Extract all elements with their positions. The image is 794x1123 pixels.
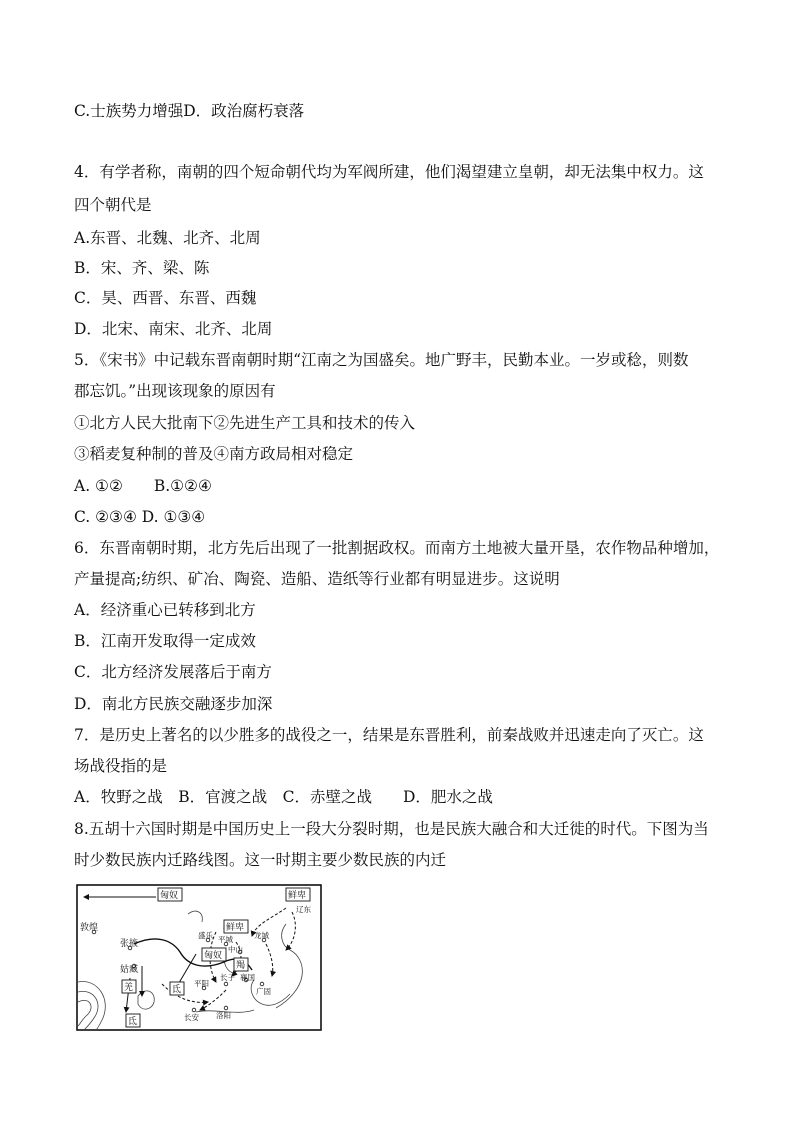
question-7-stem-line-2: 场战役指的是 (74, 757, 168, 775)
label-jie: 羯 (236, 961, 246, 971)
question-6-stem-line-1: 6．东晋南朝时期，北方先后出现了一批割据政权。而南方土地被大量开垦，农作物品种增加， (74, 539, 720, 557)
place-pingcheng: 平城 (218, 935, 233, 944)
question-4-option-b: B．宋、齐、梁、陈 (74, 259, 210, 277)
place-liaodong: 辽东 (296, 905, 311, 914)
label-xiongnu-north: 匈奴 (160, 891, 179, 901)
label-xiongnu-mid: 匈奴 (204, 951, 223, 961)
place-guzang: 姑臧 (120, 965, 139, 975)
question-5-item-1-2: ①北方人民大批南下②先进生产工具和技术的传入 (74, 414, 416, 432)
place-changzi: 长子 (220, 973, 235, 982)
question-6-option-a: A．经济重心已转移到北方 (74, 601, 256, 619)
place-shengle: 盛乐 (198, 931, 213, 940)
place-xiangguo: 襄国 (240, 973, 255, 982)
label-xianbei-northeast: 鲜卑 (288, 891, 307, 901)
question-7-stem-line-1: 7．是历史上著名的以少胜多的战役之一，结果是东晋胜利，前秦战败并迅速走向了灭亡。这 (74, 726, 704, 744)
question-3-options-cd: C.士族势力增强D．政治腐朽衰落 (74, 102, 305, 120)
place-dunhuang: 敦煌 (80, 923, 99, 933)
migration-route-map (76, 884, 322, 1031)
question-4-option-c: C．昊、西晋、东晋、西魏 (74, 289, 257, 307)
question-7-options: A．牧野之战 B．官渡之战 C．赤壁之战 D．肥水之战 (74, 788, 493, 806)
question-5-stem-line-1: 5．《宋书》中记载东晋南朝时期“江南之为国盛矣。地广野丰，民勤本业。一岁或稔，则数 (74, 351, 689, 369)
place-changan: 长安 (184, 1013, 199, 1022)
place-zhongshan: 中山 (228, 945, 243, 954)
place-longcheng: 龙城 (254, 931, 269, 940)
question-6-option-c: C．北方经济发展落后于南方 (74, 663, 272, 681)
question-6-option-b: B．江南开发取得一定成效 (74, 632, 256, 650)
question-6-option-d: D．南北方民族交融逐步加深 (74, 695, 273, 713)
label-qiang: 羌 (124, 983, 134, 993)
question-4-option-d: D．北宋、南宋、北齐、北周 (74, 320, 273, 338)
question-4-stem-line-2: 四个朝代是 (74, 196, 152, 214)
place-zhangye: 张掖 (120, 939, 139, 949)
place-luoyang: 洛阳 (216, 1011, 231, 1020)
question-5-options-ab: A. ①② B.①②④ (74, 477, 212, 495)
map-frame (77, 885, 321, 1030)
question-5-stem-line-2: 郡忘饥。”出现该现象的原因有 (74, 382, 276, 400)
label-xianbei-mid: 鲜卑 (226, 923, 245, 933)
label-di-east: 氐 (172, 985, 182, 995)
question-8-stem-line-1: 8.五胡十六国时期是中国历史上一段大分裂时期，也是民族大融合和大迁徙的时代。下图为当 (74, 820, 709, 838)
question-5-item-3-4: ③稻麦复种制的普及④南方政局相对稳定 (74, 445, 354, 463)
place-guanggu: 广固 (256, 987, 271, 996)
place-pingyang: 平阳 (194, 979, 209, 988)
label-di-south: 氐 (128, 1017, 138, 1027)
question-4-option-a: A.东晋、北魏、北齐、北周 (74, 229, 261, 247)
question-8-stem-line-2: 时少数民族内迁路线图。这一时期主要少数民族的内迁 (74, 851, 447, 869)
question-5-options-cd: C. ②③④ D. ①③④ (74, 508, 206, 526)
question-4-stem-line-1: 4．有学者称，南朝的四个短命朝代均为军阀所建，他们渴望建立皇朝，却无法集中权力。这 (74, 163, 704, 181)
question-6-stem-line-2: 产量提高;纺织、矿冶、陶瓷、造船、造纸等行业都有明显进步。这说明 (74, 570, 560, 588)
